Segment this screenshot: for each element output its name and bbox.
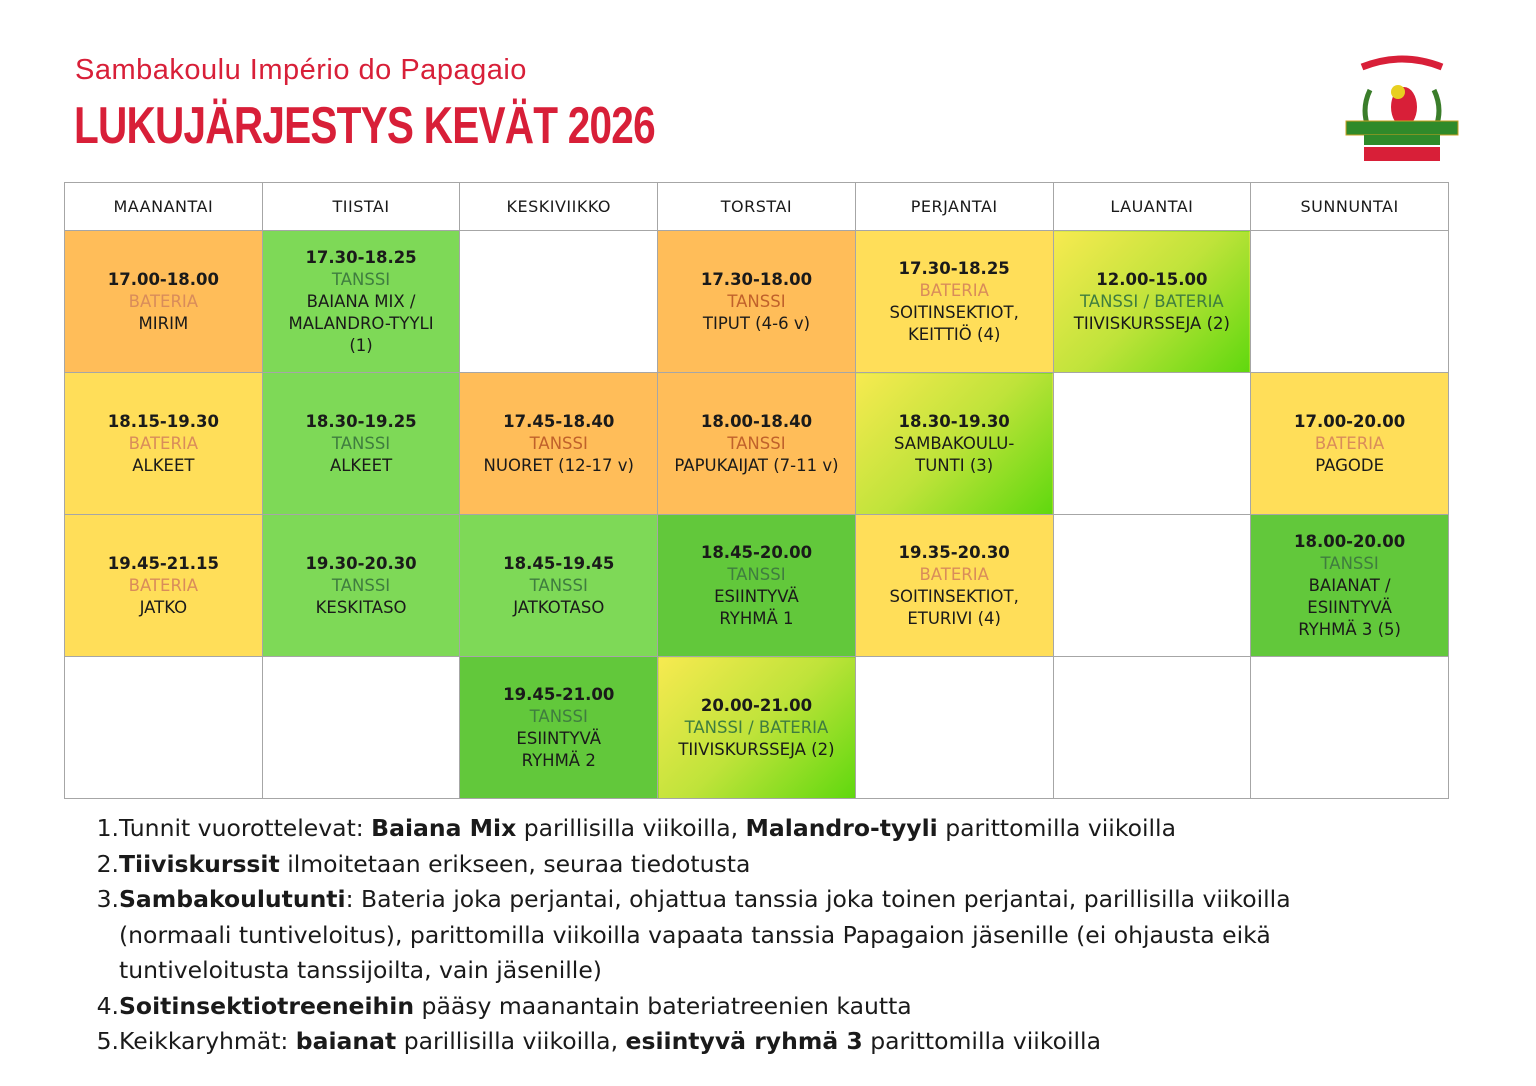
footnote-emphasis: esiintyvä ryhmä 3 [625, 1027, 863, 1055]
empty-slot [262, 657, 460, 799]
class-time: 18.00-18.40 [700, 411, 813, 431]
page-title: LUKUJÄRJESTYS KEVÄT 2026 [74, 97, 655, 155]
class-description: PAGODE [1315, 455, 1384, 475]
class-category: TANSSI [331, 575, 391, 595]
class-slot [262, 231, 460, 373]
class-slot [65, 373, 263, 515]
class-description: RYHMÄ 3 (5) [1298, 619, 1401, 639]
class-description: (1) [349, 335, 373, 355]
footnote-segment: : Bateria joka perjantai, ohjattua tanssia joka toinen perjantai, parillisilla viikoilla (normaali tuntiveloitus), parittomilla viikoilla vapaata tanssia Papagaion jäsenille (ei ohjausta eikä tuntiveloitusta tanssijoilta, vain jäsenille) [119, 885, 1299, 984]
footnote-segment: Keikkaryhmät: [119, 1027, 296, 1055]
schedule-row [65, 657, 1449, 799]
footnote-item [92, 1024, 1392, 1060]
class-description: SAMBAKOULU- [894, 433, 1015, 453]
class-category: TANSSI / BATERIA [684, 717, 829, 737]
class-slot [1053, 231, 1251, 373]
school-logo [1340, 55, 1464, 167]
footnote-text [119, 882, 1392, 989]
class-category: BATERIA [919, 564, 989, 584]
empty-slot [1053, 373, 1251, 515]
empty-slot [460, 231, 658, 373]
class-description: SOITINSEKTIOT, [889, 586, 1019, 606]
class-time: 18.45-19.45 [503, 553, 615, 573]
class-time: 18.45-20.00 [700, 542, 813, 562]
footnote-emphasis: Malandro-tyyli [745, 814, 938, 842]
class-slot [1251, 373, 1449, 515]
class-slot [65, 515, 263, 657]
class-description: ESIINTYVÄ [516, 728, 602, 748]
empty-slot [65, 657, 263, 799]
class-description: ESIINTYVÄ [714, 586, 799, 606]
class-time: 18.00-20.00 [1293, 531, 1406, 551]
class-time: 17.00-20.00 [1293, 411, 1406, 431]
class-category: TANSSI [331, 433, 391, 453]
class-category: TANSSI [331, 269, 391, 289]
empty-slot [855, 657, 1053, 799]
class-time: 17.30-18.25 [898, 258, 1010, 278]
class-category: TANSSI [529, 706, 588, 726]
footnote-emphasis: baianat [295, 1027, 397, 1055]
class-description: JATKO [139, 597, 188, 617]
class-description: TIIVISKURSSEJA (2) [1073, 313, 1230, 333]
class-time: 17.30-18.25 [305, 247, 417, 267]
class-slot [658, 231, 856, 373]
empty-slot [1053, 515, 1251, 657]
day-header-torstai: TORSTAI [658, 183, 856, 231]
footnote-segment: parittomilla viikoilla [862, 1027, 1101, 1055]
footnote-text [119, 1024, 1101, 1060]
footnote-segment: ilmoitetaan erikseen, seuraa tiedotusta [279, 849, 751, 878]
footnote-emphasis: Tiiviskurssit [119, 849, 280, 878]
class-description: NUORET (12-17 v) [483, 455, 634, 475]
class-category: TANSSI [727, 291, 786, 311]
class-slot [460, 515, 658, 657]
class-description: TUNTI (3) [915, 455, 994, 475]
class-description: TIIVISKURSSEJA (2) [678, 739, 835, 759]
class-description: JATKOTASO [513, 597, 605, 617]
class-slot [658, 373, 856, 515]
class-category: BATERIA [128, 575, 199, 595]
class-time: 19.30-20.30 [305, 553, 417, 573]
class-description: PAPUKAIJAT (7-11 v) [674, 455, 839, 475]
footnote-emphasis: Baiana Mix [371, 814, 517, 842]
schedule-table [64, 182, 1449, 799]
schedule-row [65, 231, 1449, 373]
class-category: BATERIA [128, 291, 199, 311]
class-slot [855, 515, 1053, 657]
empty-slot [1251, 657, 1449, 799]
footnote-item [92, 811, 1392, 847]
class-slot [658, 657, 856, 799]
empty-slot [1251, 231, 1449, 373]
class-category: BATERIA [128, 433, 199, 453]
class-description: BAIANAT / [1308, 575, 1391, 595]
footnote-emphasis: Sambakoulutunti [119, 885, 346, 913]
class-time: 18.15-19.30 [107, 411, 219, 431]
footnote-segment: parittomilla viikoilla [937, 814, 1176, 842]
footnote-item [92, 882, 1392, 989]
footnote-number: 4. [96, 991, 119, 1020]
class-category: TANSSI [1320, 553, 1379, 573]
footnotes [92, 811, 1392, 1060]
class-description: ESIINTYVÄ [1307, 597, 1392, 617]
class-slot [1251, 515, 1449, 657]
empty-slot [1053, 657, 1251, 799]
class-category: BATERIA [1314, 433, 1385, 453]
class-description: KESKITASO [315, 597, 407, 617]
footnote-segment: parillisilla viikoilla, [396, 1027, 626, 1055]
class-description: MALANDRO-TYYLI [288, 313, 434, 333]
class-time: 18.30-19.25 [305, 411, 417, 431]
day-header-tiistai: TIISTAI [262, 183, 460, 231]
class-slot [658, 515, 856, 657]
class-description: ETURIVI (4) [907, 608, 1001, 628]
footnote-segment: parillisilla viikoilla, [516, 814, 746, 842]
footnote-text [119, 811, 1176, 847]
class-slot [460, 657, 658, 799]
class-time: 18.30-19.30 [898, 411, 1010, 431]
class-slot [262, 373, 460, 515]
class-slot [65, 231, 263, 373]
footnote-number: 3. [96, 885, 119, 913]
class-description: SOITINSEKTIOT, [889, 302, 1019, 322]
footnote-segment: Tunnit vuorottelevat: [119, 814, 372, 842]
day-header-perjantai: PERJANTAI [855, 183, 1053, 231]
class-category: TANSSI [529, 433, 588, 453]
class-slot [855, 373, 1053, 515]
footnote-emphasis: Soitinsektiotreeneihin [119, 991, 415, 1020]
day-header-keskiviikko: KESKIVIIKKO [460, 183, 658, 231]
class-description: ALKEET [132, 455, 195, 475]
day-header-sunnuntai: SUNNUNTAI [1251, 183, 1449, 231]
footnote-item [92, 989, 1392, 1025]
class-description: ALKEET [329, 455, 393, 475]
schedule-row [65, 373, 1449, 515]
footnote-text [119, 989, 912, 1025]
class-description: KEITTIÖ (4) [907, 324, 1001, 344]
footnote-segment: pääsy maanantain bateriatreenien kautta [414, 991, 912, 1020]
class-time: 17.00-18.00 [107, 269, 219, 289]
class-description: MIRIM [138, 313, 189, 333]
footnote-text [119, 847, 750, 883]
class-slot [855, 231, 1053, 373]
class-time: 19.45-21.15 [107, 553, 219, 573]
day-header-row [65, 183, 1449, 231]
class-category: TANSSI [727, 433, 786, 453]
class-category: TANSSI [529, 575, 588, 595]
footnote-item [92, 847, 1392, 883]
class-category: TANSSI / BATERIA [1079, 291, 1224, 311]
class-slot [460, 373, 658, 515]
class-description: BAIANA MIX / [306, 291, 416, 311]
class-time: 12.00-15.00 [1096, 269, 1208, 289]
footnote-number: 1. [96, 814, 119, 842]
class-description: RYHMÄ 2 [521, 750, 596, 770]
class-time: 17.30-18.00 [700, 269, 813, 289]
day-header-maanantai: MAANANTAI [65, 183, 263, 231]
class-time: 19.35-20.30 [898, 542, 1010, 562]
class-category: BATERIA [919, 280, 989, 300]
class-category: TANSSI [727, 564, 786, 584]
class-time: 17.45-18.40 [503, 411, 615, 431]
class-slot [262, 515, 460, 657]
school-name: Sambakoulu Império do Papagaio [75, 54, 527, 86]
schedule-row [65, 515, 1449, 657]
class-description: TIPUT (4-6 v) [702, 313, 811, 333]
footnote-number: 2. [96, 849, 119, 878]
class-description: RYHMÄ 1 [719, 608, 794, 628]
class-time: 20.00-21.00 [700, 695, 813, 715]
class-time: 19.45-21.00 [503, 684, 615, 704]
day-header-lauantai: LAUANTAI [1053, 183, 1251, 231]
footnote-number: 5. [96, 1027, 119, 1055]
